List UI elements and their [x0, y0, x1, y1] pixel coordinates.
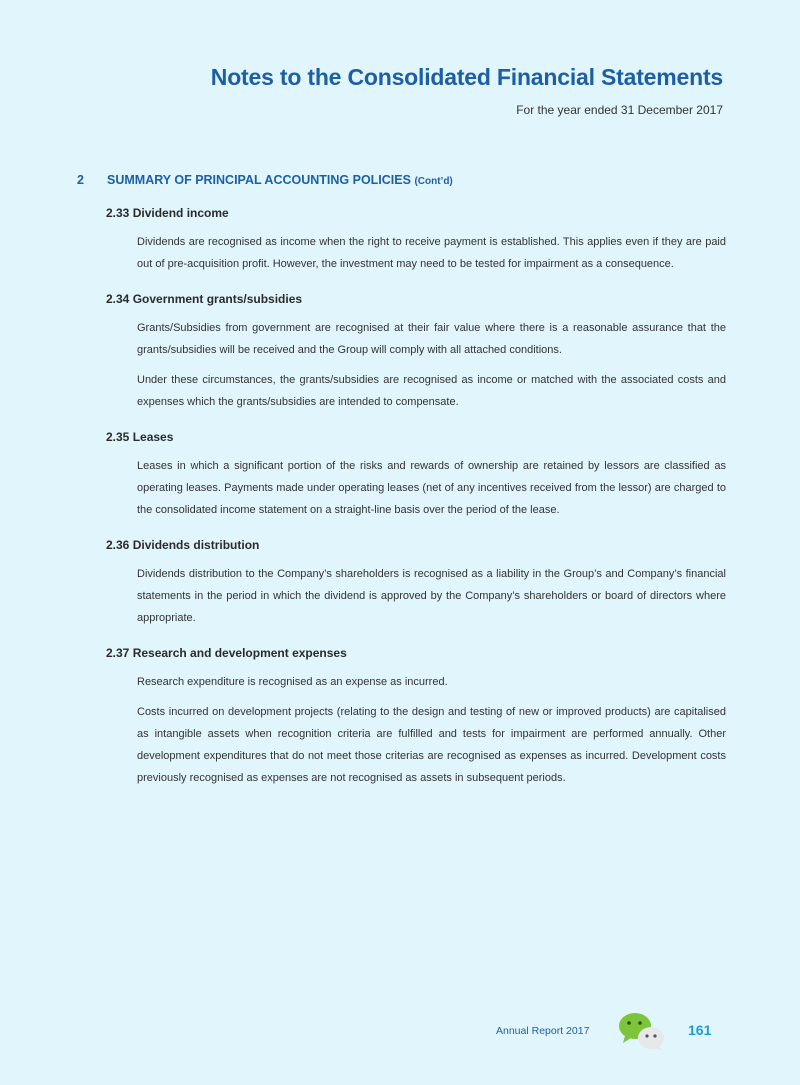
section-cont-label: (Cont’d): [414, 176, 453, 187]
paragraph: Leases in which a significant portion of the risks and rewards of ownership are retained by lessors are classified as operating leases. Payments made under operating leases (net of any incentives received from the lessor) are charged to the consolidated income statement on a straight-line basis over the period of the lease.: [137, 460, 726, 516]
chat-bubbles-icon: [617, 1010, 669, 1052]
section-number: 2: [77, 173, 84, 187]
page-number: 161: [688, 1022, 712, 1038]
paragraph: Dividends distribution to the Company’s shareholders is recognised as a liability in the Group’s and Company’s financial statements in the period in which the dividend is approved by the Company’s shareholders or board of directors where appropriate.: [137, 568, 726, 624]
subsection-government-grants: [106, 291, 726, 413]
subsection-heading: 2.34 Government grants/subsidies: [106, 292, 303, 306]
subsection-heading: 2.37 Research and development expenses: [106, 646, 347, 660]
paragraph: Grants/Subsidies from government are recognised at their fair value where there is a reasonable assurance that the grants/subsidies will be received and the Group will comply with all attached conditions.: [137, 322, 726, 356]
subsection-leases: [106, 429, 726, 521]
section-heading: [77, 173, 453, 187]
section-title: SUMMARY OF PRINCIPAL ACCOUNTING POLICIES: [107, 173, 411, 187]
subsection-heading: 2.35 Leases: [106, 430, 174, 444]
subsection-dividends-distribution: [106, 537, 726, 629]
subsection-research-development: [106, 645, 726, 789]
paragraph: Research expenditure is recognised as an expense as incurred.: [137, 676, 448, 688]
subsection-heading: 2.36 Dividends distribution: [106, 538, 260, 552]
paragraph: Under these circumstances, the grants/subsidies are recognised as income or matched with the associated costs and expenses which the grants/subsidies are intended to compensate.: [137, 374, 726, 408]
page-subtitle: For the year ended 31 December 2017: [516, 103, 723, 117]
paragraph: Dividends are recognised as income when the right to receive payment is established. This applies even if they are paid out of pre-acquisition profit. However, the investment may need to be tested for impairment as a consequence.: [137, 236, 726, 270]
page-title: Notes to the Consolidated Financial Statements: [210, 64, 723, 90]
notes-content: [106, 205, 726, 805]
subsection-heading: 2.33 Dividend income: [106, 206, 229, 220]
annual-report-label: Annual Report 2017: [496, 1025, 590, 1037]
subsection-dividend-income: [106, 205, 726, 275]
paragraph: Costs incurred on development projects (relating to the design and testing of new or improved products) are capitalised as intangible assets when recognition criteria are fulfilled and tests for impairment are performed annually. Other development expenditures that do not meet those criterias are recognised as expenses as incurred. Development costs previously recognised as expenses are not recognised as assets in subsequent periods.: [137, 706, 726, 784]
